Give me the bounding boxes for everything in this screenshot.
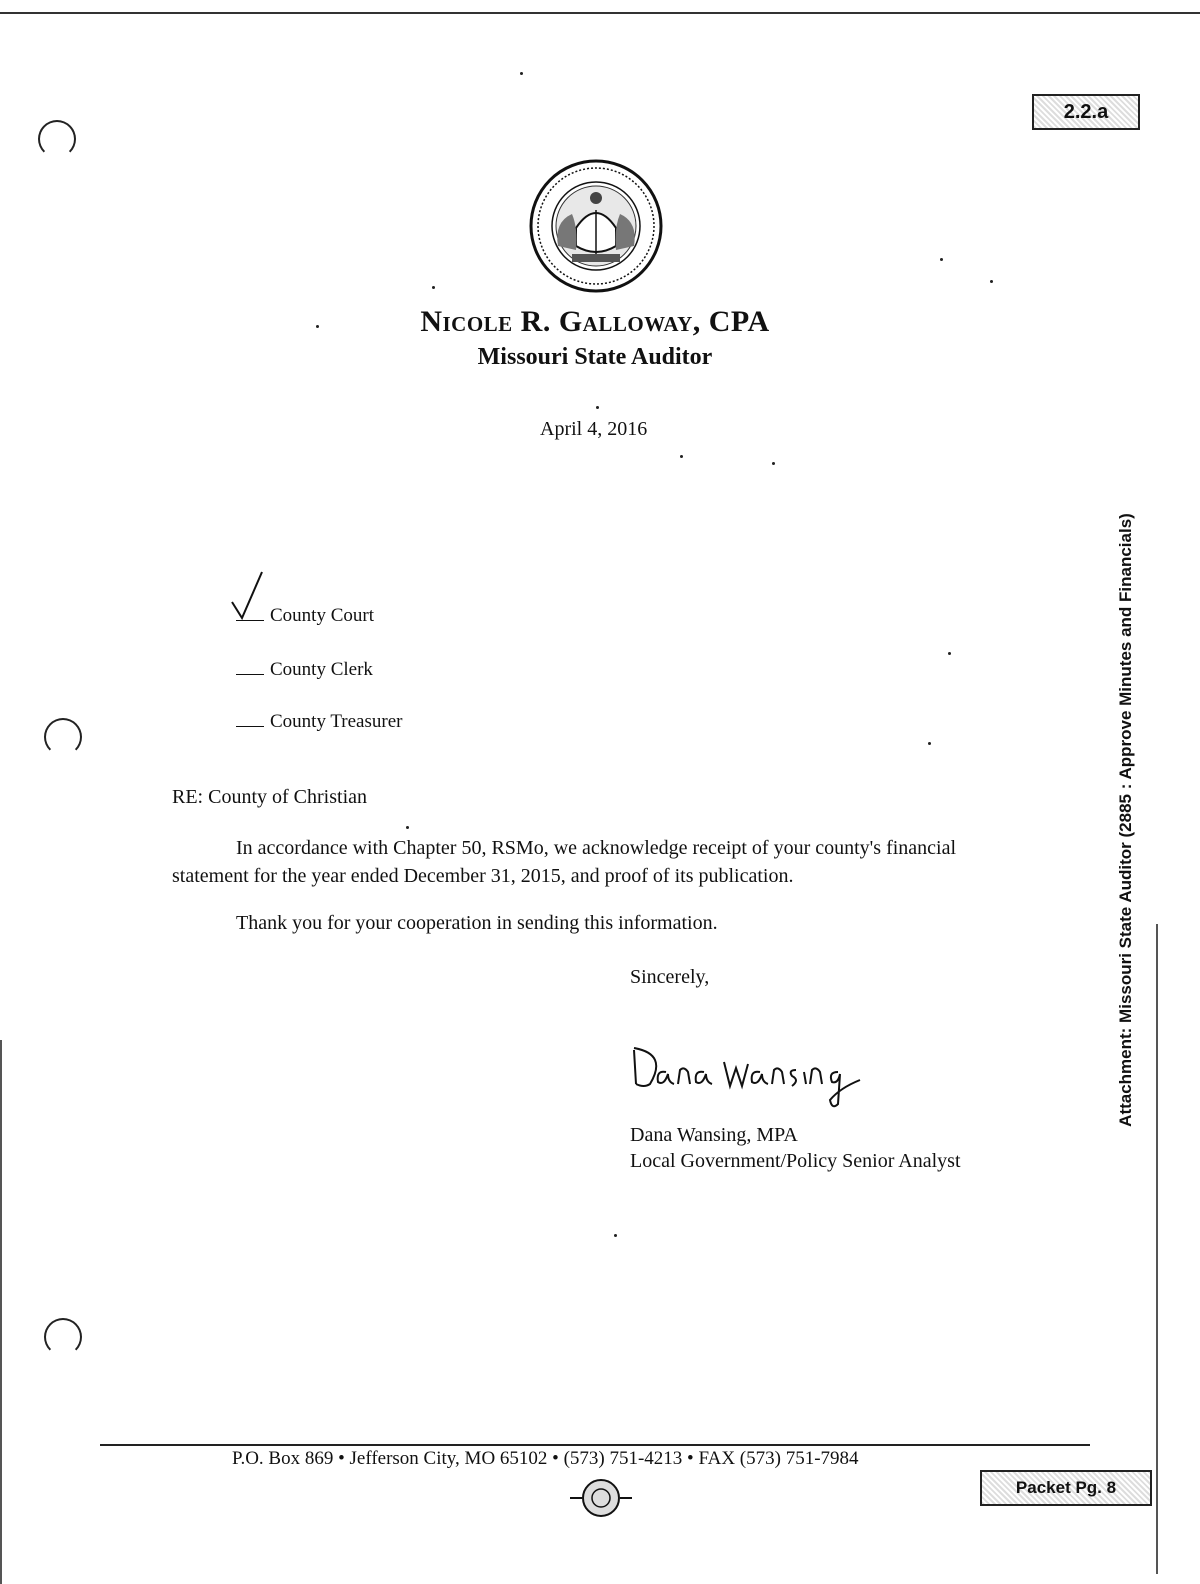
- letter-date: April 4, 2016: [540, 418, 648, 440]
- recipient-label: County Clerk: [270, 659, 373, 680]
- office-title: Missouri State Auditor: [477, 344, 713, 370]
- binder-hole-icon: [44, 1318, 82, 1356]
- auditor-name: Nicole R. Galloway, CPA: [420, 305, 770, 338]
- signature-icon: [626, 1036, 866, 1112]
- body-paragraph: In accordance with Chapter 50, RSMo, we acknowledge receipt of your county's financial statement for the year ended December 31, 2015, and proof of its publication.: [172, 837, 957, 887]
- union-label-icon: [566, 1476, 636, 1520]
- scan-edge-top: [0, 12, 1200, 14]
- scan-speck: [680, 455, 683, 458]
- recipient-county-treasurer: [236, 708, 402, 733]
- recipient-blank: [236, 656, 264, 675]
- scan-speck: [990, 280, 993, 283]
- recipient-county-clerk: [236, 656, 373, 681]
- closing: Sincerely,: [630, 966, 710, 988]
- scan-speck: [614, 1234, 617, 1237]
- recipient-label: County Treasurer: [270, 711, 403, 732]
- scan-edge-left: [0, 1040, 2, 1584]
- scan-speck: [406, 826, 409, 829]
- attachment-label: Attachment: Missouri State Auditor (2885 : Approve Minutes and Financials): [1116, 513, 1135, 1127]
- state-seal-icon: [528, 158, 664, 294]
- footer-address: P.O. Box 869 • Jefferson City, MO 65102 • (573) 751-4213 • FAX (573) 751-7984: [232, 1448, 859, 1469]
- recipient-blank: [236, 708, 264, 727]
- signer-name: Dana Wansing, MPA: [630, 1124, 798, 1146]
- scan-speck: [316, 325, 319, 328]
- scan-edge-right: [1156, 924, 1158, 1574]
- thanks-paragraph: Thank you for your cooperation in sending this information.: [236, 912, 718, 934]
- scan-speck: [948, 652, 951, 655]
- agenda-item-stamp: 2.2.a: [1032, 94, 1140, 130]
- recipient-label: County Court: [270, 605, 374, 626]
- scan-speck: [940, 258, 943, 261]
- scan-speck: [520, 72, 523, 75]
- recipient-county-court: [236, 602, 374, 627]
- packet-page-stamp: Packet Pg. 8: [980, 1470, 1152, 1506]
- scan-speck: [596, 406, 599, 409]
- binder-hole-icon: [44, 718, 82, 756]
- subject-line: RE: County of Christian: [172, 786, 367, 808]
- binder-hole-icon: [38, 120, 76, 158]
- recipient-blank: [236, 602, 264, 621]
- footer-divider: [100, 1444, 1090, 1446]
- signer-title: Local Government/Policy Senior Analyst: [630, 1150, 961, 1172]
- scan-speck: [928, 742, 931, 745]
- scan-speck: [432, 286, 435, 289]
- scan-speck: [772, 462, 775, 465]
